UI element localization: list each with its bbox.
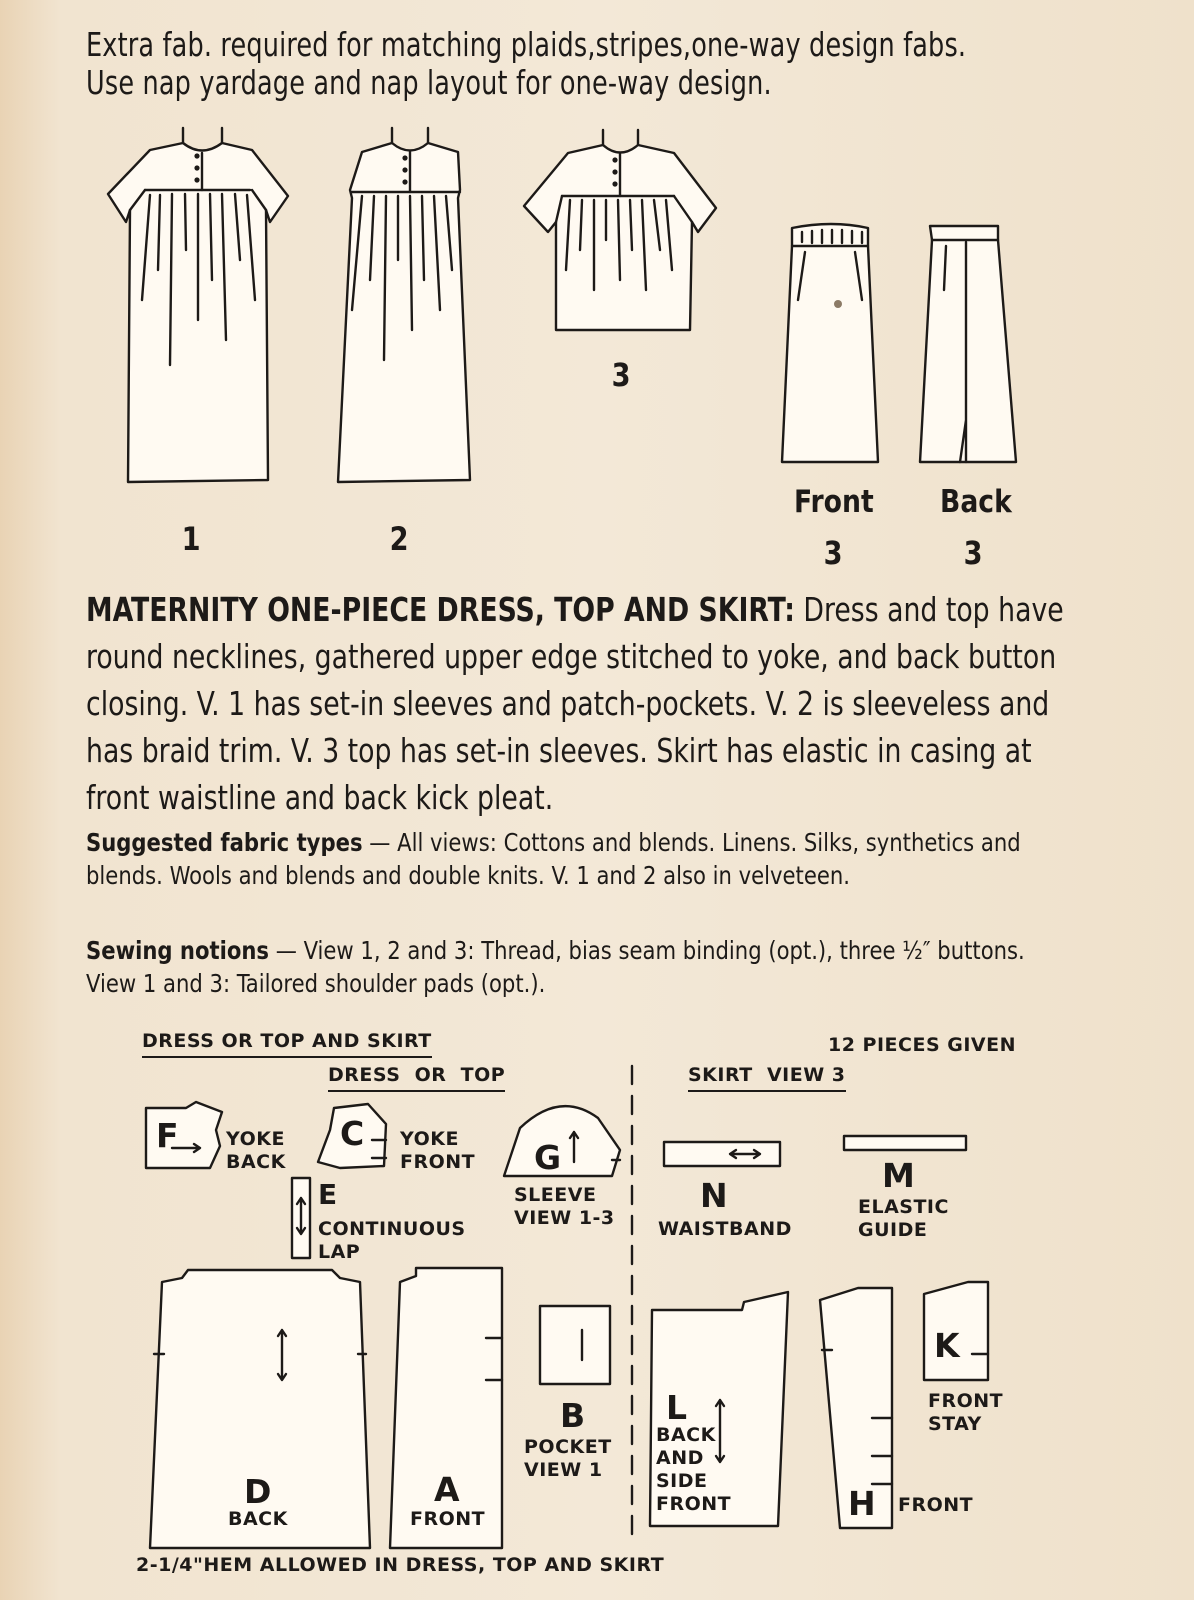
piece-e-name: CONTINUOUS LAP <box>318 1218 466 1263</box>
piece-d-letter: D <box>244 1472 272 1511</box>
piece-c-letter: C <box>340 1114 365 1153</box>
piece-c-name: YOKE FRONT <box>400 1128 476 1173</box>
piece-g-shape <box>504 1106 620 1176</box>
layout-heading-main: DRESS OR TOP AND SKIRT <box>142 1030 432 1058</box>
piece-m-name: ELASTIC GUIDE <box>858 1196 949 1241</box>
layout-heading-skirt: SKIRT VIEW 3 <box>688 1064 846 1092</box>
skirt-front-label: Front <box>794 484 874 520</box>
skirt-back-number: 3 <box>963 534 983 572</box>
skirt-front-number: 3 <box>823 534 843 572</box>
view-1-number: 1 <box>181 520 201 558</box>
piece-k-name: FRONT STAY <box>928 1390 1004 1435</box>
sewing-notions-label: Sewing notions <box>86 936 269 965</box>
fabric-types-label: Suggested fabric types <box>86 828 363 857</box>
fabric-types-text: — All views: Cottons and blends. Linens. Silks, synthetics and blends. Wools and blends and double knits. V. 1 and 2 also in velveteen. <box>86 828 1021 890</box>
pieces-given: 12 PIECES GIVEN <box>828 1034 1016 1056</box>
piece-l-name: BACK AND SIDE FRONT <box>656 1424 732 1515</box>
piece-a-letter: A <box>434 1470 460 1509</box>
piece-f-name: YOKE BACK <box>226 1128 286 1173</box>
sewing-notions-text: — View 1, 2 and 3: Thread, bias seam binding (opt.), three ½″ buttons. View 1 and 3: Tailored shoulder pads (opt.). <box>86 936 1025 998</box>
piece-b-name: POCKET VIEW 1 <box>524 1436 612 1481</box>
piece-k-letter: K <box>934 1326 960 1365</box>
piece-g-name: SLEEVE VIEW 1-3 <box>514 1184 615 1229</box>
description-title: MATERNITY ONE-PIECE DRESS, TOP AND SKIRT: <box>86 590 795 629</box>
piece-d-name: BACK <box>228 1508 288 1530</box>
header-line-1: Extra fab. required for matching plaids,stripes,one-way design fabs. <box>86 25 967 64</box>
piece-n-shape <box>664 1142 780 1166</box>
piece-m-letter: M <box>882 1156 915 1195</box>
piece-n-letter: N <box>700 1176 728 1215</box>
piece-e-letter: E <box>318 1178 338 1211</box>
piece-b-shape <box>540 1306 610 1384</box>
view-3-number: 3 <box>611 356 631 394</box>
piece-b-letter: B <box>560 1396 586 1435</box>
header-line-2: Use nap yardage and nap layout for one-way design. <box>86 63 772 102</box>
piece-a-name: FRONT <box>410 1508 486 1530</box>
hem-allowance-note: 2-1/4"HEM ALLOWED IN DRESS, TOP AND SKIRT <box>136 1554 665 1576</box>
description-body: Dress and top have round necklines, gathered upper edge stitched to yoke, and back button closing. V. 1 has set-in sleeves and patch-pockets. V. 2 is sleeveless and has braid trim. V. 3 top has set-in sleeves. Skirt has elastic in casing at front waistline and back kick pleat. <box>86 590 1064 817</box>
piece-h-letter: H <box>848 1484 876 1523</box>
layout-heading-dress: DRESS OR TOP <box>328 1064 505 1092</box>
view-2-number: 2 <box>389 520 409 558</box>
piece-m-shape <box>844 1136 966 1150</box>
piece-g-letter: G <box>534 1138 562 1177</box>
piece-n-name: WAISTBAND <box>658 1218 792 1240</box>
piece-l-letter: L <box>666 1388 688 1427</box>
piece-h-name: FRONT <box>898 1494 974 1516</box>
piece-f-letter: F <box>156 1116 179 1155</box>
skirt-back-label: Back <box>940 484 1012 520</box>
